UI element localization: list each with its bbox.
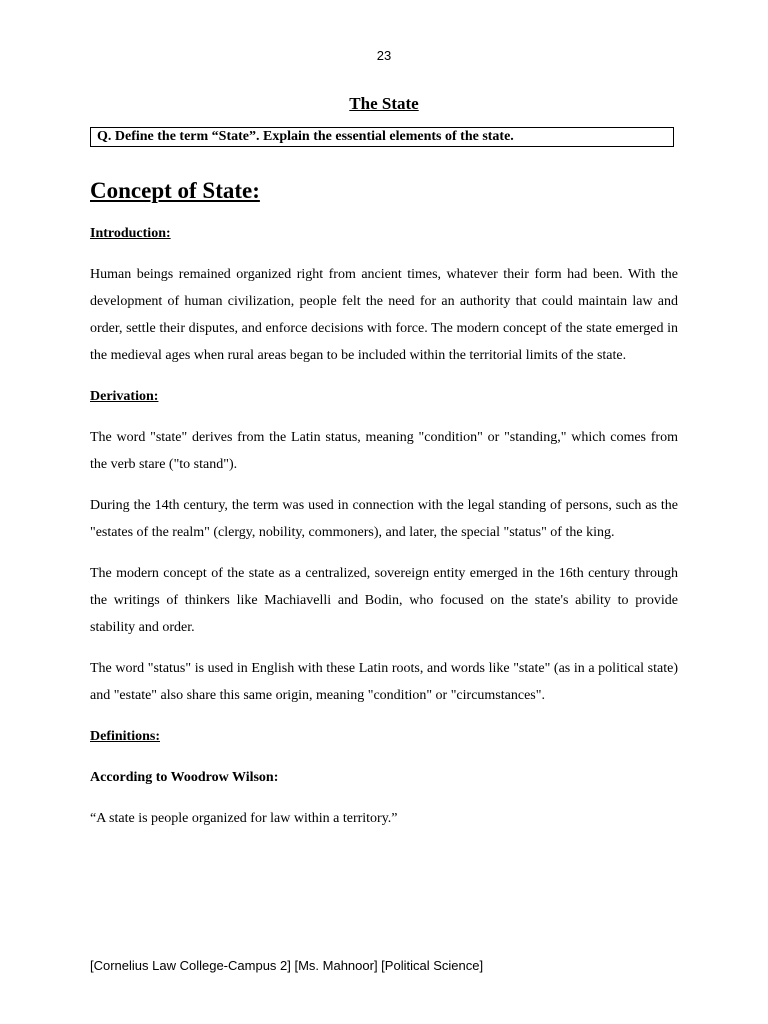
derivation-paragraph-4: The word "status" is used in English with these Latin roots, and words like "state" (as in a political state) and "estate" also share this same origin, meaning "condition" or "circumstances".	[90, 661, 678, 703]
derivation-heading: Derivation:	[90, 389, 159, 404]
page-number: 23	[376, 48, 392, 63]
derivation-paragraph-3: The modern concept of the state as a centralized, sovereign entity emerged in the 16th century through the writings of thinkers like Machiavelli and Bodin, who focused on the state's ability to provide stability and order.	[90, 566, 678, 635]
definitions-heading: Definitions:	[90, 729, 160, 744]
introduction-heading: Introduction:	[90, 226, 171, 241]
section-title: Concept of State:	[90, 178, 260, 203]
page-title: The State	[349, 94, 419, 113]
derivation-paragraph-1: The word "state" derives from the Latin status, meaning "condition" or "standing," which comes from the verb stare ("to stand").	[90, 430, 678, 472]
question-box: Q. Define the term “State”. Explain the essential elements of the state.	[90, 127, 674, 147]
definition-quote: “A state is people organized for law within a territory.”	[90, 811, 398, 826]
definition-author: According to Woodrow Wilson:	[90, 770, 279, 785]
introduction-paragraph: Human beings remained organized right from ancient times, whatever their form had been. With the development of human civilization, people felt the need for an authority that could maintain law and order, settle their disputes, and enforce decisions with force. The modern concept of the state emerged in the medieval ages when rural areas began to be included within the territorial limits of the state.	[90, 267, 678, 363]
derivation-paragraph-2: During the 14th century, the term was used in connection with the legal standing of persons, such as the "estates of the realm" (clergy, nobility, commoners), and later, the special "status" of the king.	[90, 498, 678, 540]
page-footer: [Cornelius Law College-Campus 2] [Ms. Mahnoor] [Political Science]	[90, 958, 484, 973]
document-body	[90, 174, 678, 832]
